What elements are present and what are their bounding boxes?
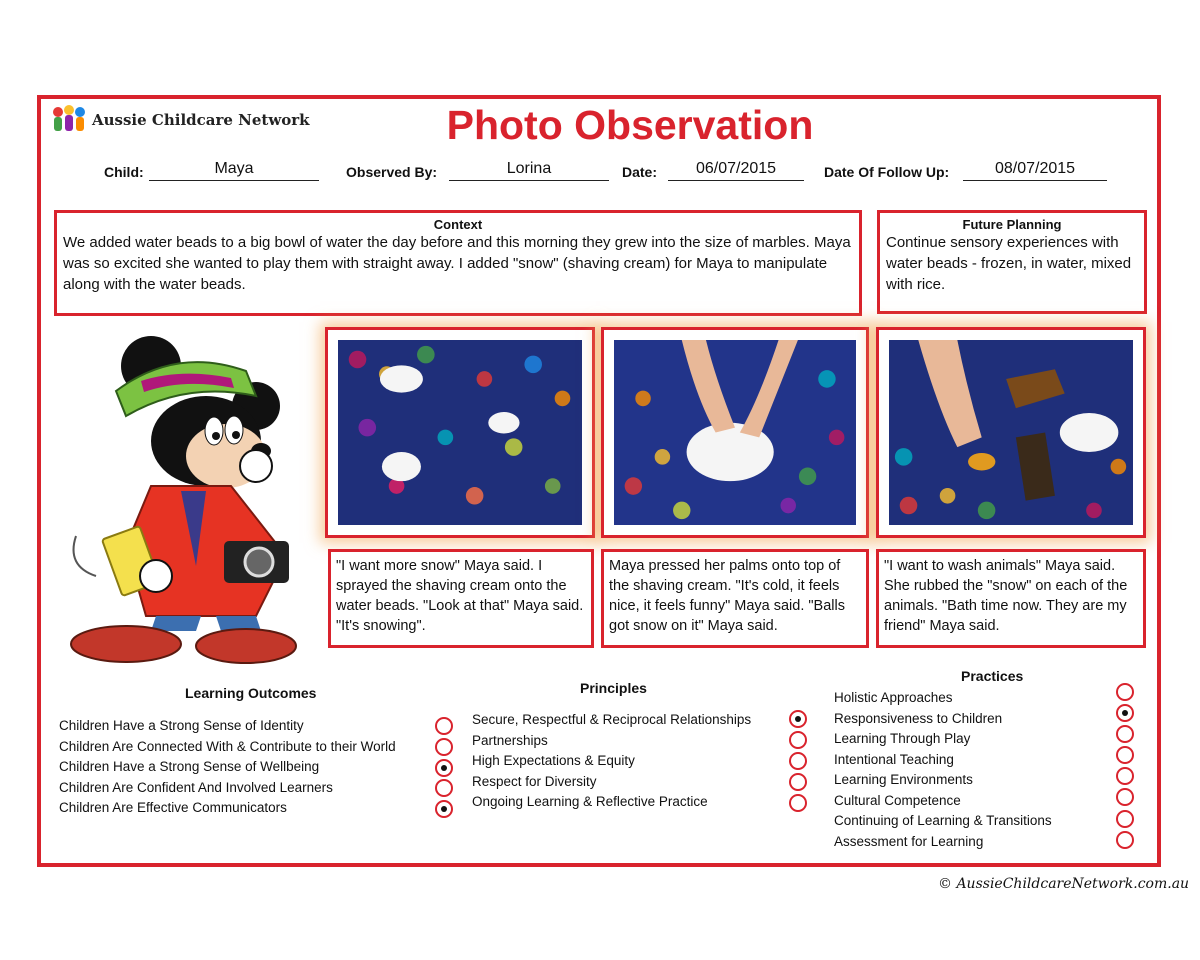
learning-outcome-item: Children Are Effective Communicators — [59, 800, 287, 815]
future-planning-box — [877, 210, 1147, 314]
learning-outcome-radio[interactable] — [435, 738, 453, 756]
future-planning-text: Continue sensory experiences with water beads - frozen, in water, mixed with rice. — [886, 234, 1132, 293]
follow-up-value: 08/07/2015 — [963, 158, 1107, 181]
hands-in-shaving-cream-photo — [614, 340, 856, 525]
learning-outcome-radio[interactable] — [435, 800, 453, 818]
practice-radio[interactable] — [1116, 746, 1134, 764]
date-value: 06/07/2015 — [668, 158, 804, 181]
principles-list — [472, 710, 782, 820]
practice-radio[interactable] — [1116, 725, 1134, 743]
learning-outcomes-title: Learning Outcomes — [185, 685, 317, 701]
water-beads-snow-photo — [338, 340, 582, 525]
principle-item: Partnerships — [472, 732, 548, 748]
child-value: Maya — [149, 158, 319, 181]
principle-item: Ongoing Learning & Reflective Practice — [472, 794, 708, 809]
principles-title: Principles — [580, 680, 647, 696]
principle-radio[interactable] — [789, 710, 807, 728]
practice-item: Learning Environments — [834, 772, 973, 787]
practice-item: Learning Through Play — [834, 731, 971, 746]
learning-outcome-radio[interactable] — [435, 717, 453, 735]
principle-item: Secure, Respectful & Reciprocal Relationships — [472, 712, 752, 727]
learning-outcome-radio[interactable] — [435, 759, 453, 777]
photo-3 — [876, 327, 1146, 538]
child-label: Child: — [104, 164, 144, 180]
practice-radio[interactable] — [1116, 810, 1134, 828]
future-planning-title: Future Planning — [962, 217, 1062, 232]
learning-outcome-item: Children Are Connected With & Contribute to their World — [59, 738, 396, 754]
observed-by-value: Lorina — [449, 158, 609, 181]
logo-kids-icon — [50, 104, 88, 136]
practices-list — [834, 688, 1124, 858]
cartoon-detective-mouse-image — [56, 326, 316, 670]
principle-item: Respect for Diversity — [472, 773, 597, 789]
practice-item: Assessment for Learning — [834, 833, 984, 849]
practice-radio[interactable] — [1116, 788, 1134, 806]
follow-up-label: Date Of Follow Up: — [824, 164, 950, 180]
principle-radio[interactable] — [789, 752, 807, 770]
practice-radio[interactable] — [1116, 683, 1134, 701]
practices-title: Practices — [961, 668, 1024, 684]
principle-radio[interactable] — [789, 731, 807, 749]
practice-radio[interactable] — [1116, 831, 1134, 849]
practice-item: Intentional Teaching — [834, 751, 954, 767]
context-title: Context — [433, 217, 483, 232]
learning-outcome-item: Children Have a Strong Sense of Wellbeing — [59, 759, 320, 774]
practice-item: Holistic Approaches — [834, 690, 953, 705]
learning-outcomes-list — [59, 716, 459, 826]
observed-by-label: Observed By: — [346, 164, 438, 180]
learning-outcome-item: Children Are Confident And Involved Learners — [59, 779, 333, 795]
learning-outcome-item: Children Have a Strong Sense of Identity — [59, 718, 304, 733]
practice-item: Continuing of Learning & Transitions — [834, 813, 1052, 828]
logo — [50, 104, 310, 136]
logo-text: Aussie Childcare Network — [92, 111, 310, 129]
washing-animals-photo — [889, 340, 1133, 525]
learning-outcome-radio[interactable] — [435, 779, 453, 797]
copyright-text: © AussieChildcareNetwork.com.au — [938, 876, 1190, 892]
context-text: We added water beads to a big bowl of water the day before and this morning they grew into the size of marbles. Maya was so excited she wanted to play them with straight away. I added "snow" (shaving cream) for Maya to manipulate along with the water beads. — [63, 234, 851, 293]
practice-item: Responsiveness to Children — [834, 710, 1003, 726]
principle-radio[interactable] — [789, 794, 807, 812]
context-box — [54, 210, 862, 316]
caption-3: "I want to wash animals" Maya said. She rubbed the "snow" on each of the animals. "Bath time now. They are my friend" Maya said. — [876, 549, 1146, 648]
practice-radio[interactable] — [1116, 767, 1134, 785]
date-label: Date: — [622, 164, 658, 180]
practice-radio[interactable] — [1116, 704, 1134, 722]
principle-radio[interactable] — [789, 773, 807, 791]
photo-1 — [325, 327, 595, 538]
photo-2 — [601, 327, 869, 538]
practice-item: Cultural Competence — [834, 792, 961, 808]
principle-item: High Expectations & Equity — [472, 753, 635, 768]
caption-1: "I want more snow" Maya said. I sprayed the shaving cream onto the water beads. "Look at that" Maya said. "It's snowing". — [328, 549, 594, 648]
page-title: Photo Observation — [446, 102, 814, 148]
caption-2: Maya pressed her palms onto top of the shaving cream. "It's cold, it feels nice, it feels funny" Maya said. "Balls got snow on it" Maya said. — [601, 549, 869, 648]
